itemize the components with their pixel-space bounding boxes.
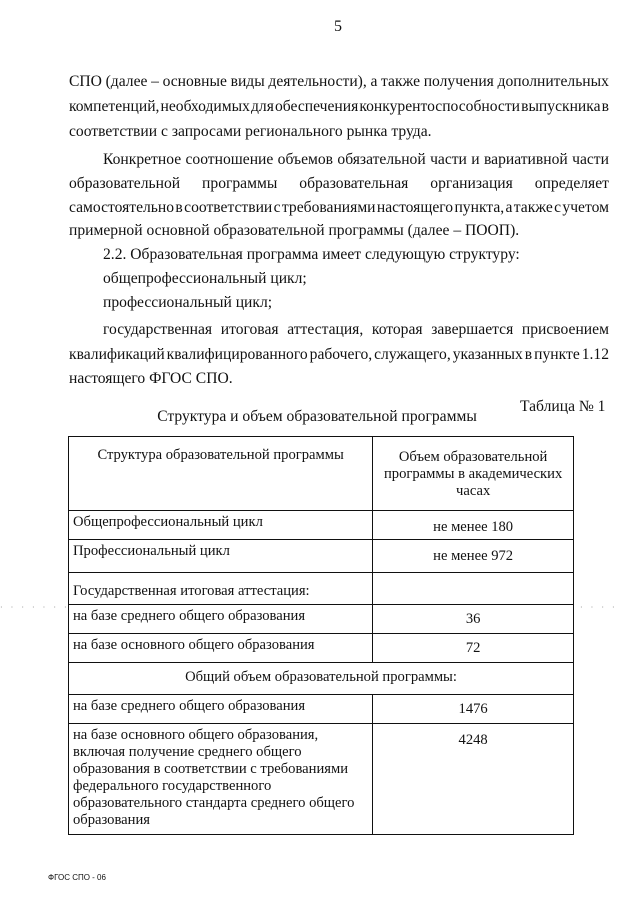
paragraph-2-line-3 — [69, 199, 609, 217]
table-row — [69, 695, 574, 724]
word: части — [572, 151, 609, 168]
word: квалификаций — [69, 346, 165, 363]
row-name: на базе основного общего образования — [69, 634, 373, 663]
word: СПО — [69, 73, 102, 90]
word: вариативной — [484, 151, 568, 168]
word: в — [601, 98, 609, 115]
word: с — [273, 199, 281, 216]
page-number: 5 — [334, 18, 342, 35]
word: выпускника — [521, 98, 601, 115]
word: конкурентоспособности — [359, 98, 520, 115]
word: части — [430, 151, 467, 168]
word: виды — [230, 73, 265, 90]
word: присвоением — [521, 321, 609, 338]
word: компетенций, — [69, 98, 160, 115]
table-row — [69, 540, 574, 573]
word: самостоятельно — [69, 199, 175, 216]
word: итоговая — [220, 321, 279, 338]
word: и — [471, 151, 480, 168]
word: определяет — [534, 175, 609, 192]
word: (далее — [105, 73, 148, 90]
row-value: 36 — [373, 605, 574, 634]
table-number-label: Таблица № 1 — [520, 398, 606, 415]
paragraph-2-line-2 — [69, 175, 609, 193]
word: завершается — [431, 321, 514, 338]
word: необходимых — [160, 98, 250, 115]
row-value: не менее 180 — [373, 511, 574, 540]
row-name: Общепрофессиональный цикл — [69, 511, 373, 540]
table-header-row — [69, 437, 574, 511]
word: деятельности), — [268, 73, 367, 90]
word: дополнительных — [497, 73, 609, 90]
row-value: 1476 — [373, 695, 574, 724]
word: 1.12 — [581, 346, 609, 363]
word: которая — [371, 321, 423, 338]
word: в — [524, 346, 533, 363]
word: государственная — [103, 321, 213, 338]
word: обеспечения — [274, 98, 359, 115]
word: также — [513, 199, 553, 216]
row-value: 4248 — [373, 724, 574, 835]
word: Конкретное — [103, 151, 182, 168]
total-volume-label: Общий объем образовательной программы: — [69, 663, 574, 695]
word: указанных — [452, 346, 523, 363]
table-row — [69, 573, 574, 605]
table-title: Структура и объем образовательной программы — [157, 408, 477, 425]
word: пункта, — [454, 199, 505, 216]
word: основные — [162, 73, 227, 90]
word: соотношение — [185, 151, 274, 168]
word: организация — [430, 175, 513, 192]
row-name: на базе основного общего образования, включая получение среднего общего образования в соответствии с требованиями федерального государственного образовательного стандарта среднего общего образования — [69, 724, 373, 835]
table-total-header-row — [69, 663, 574, 695]
word: образовательной — [69, 175, 181, 192]
paragraph-6-line-3: настоящего ФГОС СПО. — [69, 370, 233, 387]
word: пункте — [534, 346, 580, 363]
word: объемов — [277, 151, 334, 168]
header-col-volume: Объем образовательной программы в академических часах — [373, 437, 574, 511]
word: для — [251, 98, 274, 115]
word: образовательная — [299, 175, 409, 192]
scan-dots-right: · · · · — [580, 603, 618, 612]
word: в — [175, 199, 183, 216]
paragraph-1-line-2 — [69, 98, 609, 116]
paragraph-2-line-4: примерной основной образовательной программы (далее – ПООП). — [69, 222, 520, 239]
row-name: на базе среднего общего образования — [69, 695, 373, 724]
structure-table — [68, 436, 574, 835]
row-name: на базе среднего общего образования — [69, 605, 373, 634]
word: соответствии — [184, 199, 273, 216]
paragraph-2-line-1 — [103, 151, 609, 169]
word: обязательной — [337, 151, 426, 168]
word: квалифицированного — [166, 346, 308, 363]
table-row — [69, 511, 574, 540]
word: с — [554, 199, 562, 216]
table-row — [69, 605, 574, 634]
paragraph-6-line-2 — [69, 346, 609, 364]
word: получения — [423, 73, 494, 90]
section-2-2-heading: 2.2. Образовательная программа имеет следующую структуру: — [103, 246, 520, 263]
row-name: Государственная итоговая аттестация: — [69, 573, 373, 605]
paragraph-1-line-1 — [69, 73, 609, 91]
row-name: Профессиональный цикл — [69, 540, 373, 573]
paragraph-6-line-1 — [103, 321, 609, 339]
table-row — [69, 724, 574, 835]
list-item-general-cycle: общепрофессиональный цикл; — [103, 270, 307, 287]
word: настоящего — [376, 199, 454, 216]
word: – — [151, 73, 159, 90]
word: требованиями — [281, 199, 376, 216]
list-item-professional-cycle: профессиональный цикл; — [103, 294, 273, 311]
header-col-structure: Структура образовательной программы — [69, 437, 373, 511]
table-row — [69, 634, 574, 663]
row-value: не менее 972 — [373, 540, 574, 573]
word: программы — [202, 175, 278, 192]
word: а — [505, 199, 513, 216]
word: учетом — [562, 199, 609, 216]
word: аттестация, — [287, 321, 364, 338]
scan-dots-left: · · · · · · · — [0, 603, 70, 612]
word: служащего, — [374, 346, 451, 363]
footer-code: ФГОС СПО - 06 — [48, 873, 106, 882]
word: а — [370, 73, 378, 90]
row-value: 72 — [373, 634, 574, 663]
word: рабочего, — [309, 346, 373, 363]
paragraph-1-line-3: соответствии с запросами регионального рынка труда. — [69, 123, 432, 140]
row-value — [373, 573, 574, 605]
word: также — [381, 73, 421, 90]
